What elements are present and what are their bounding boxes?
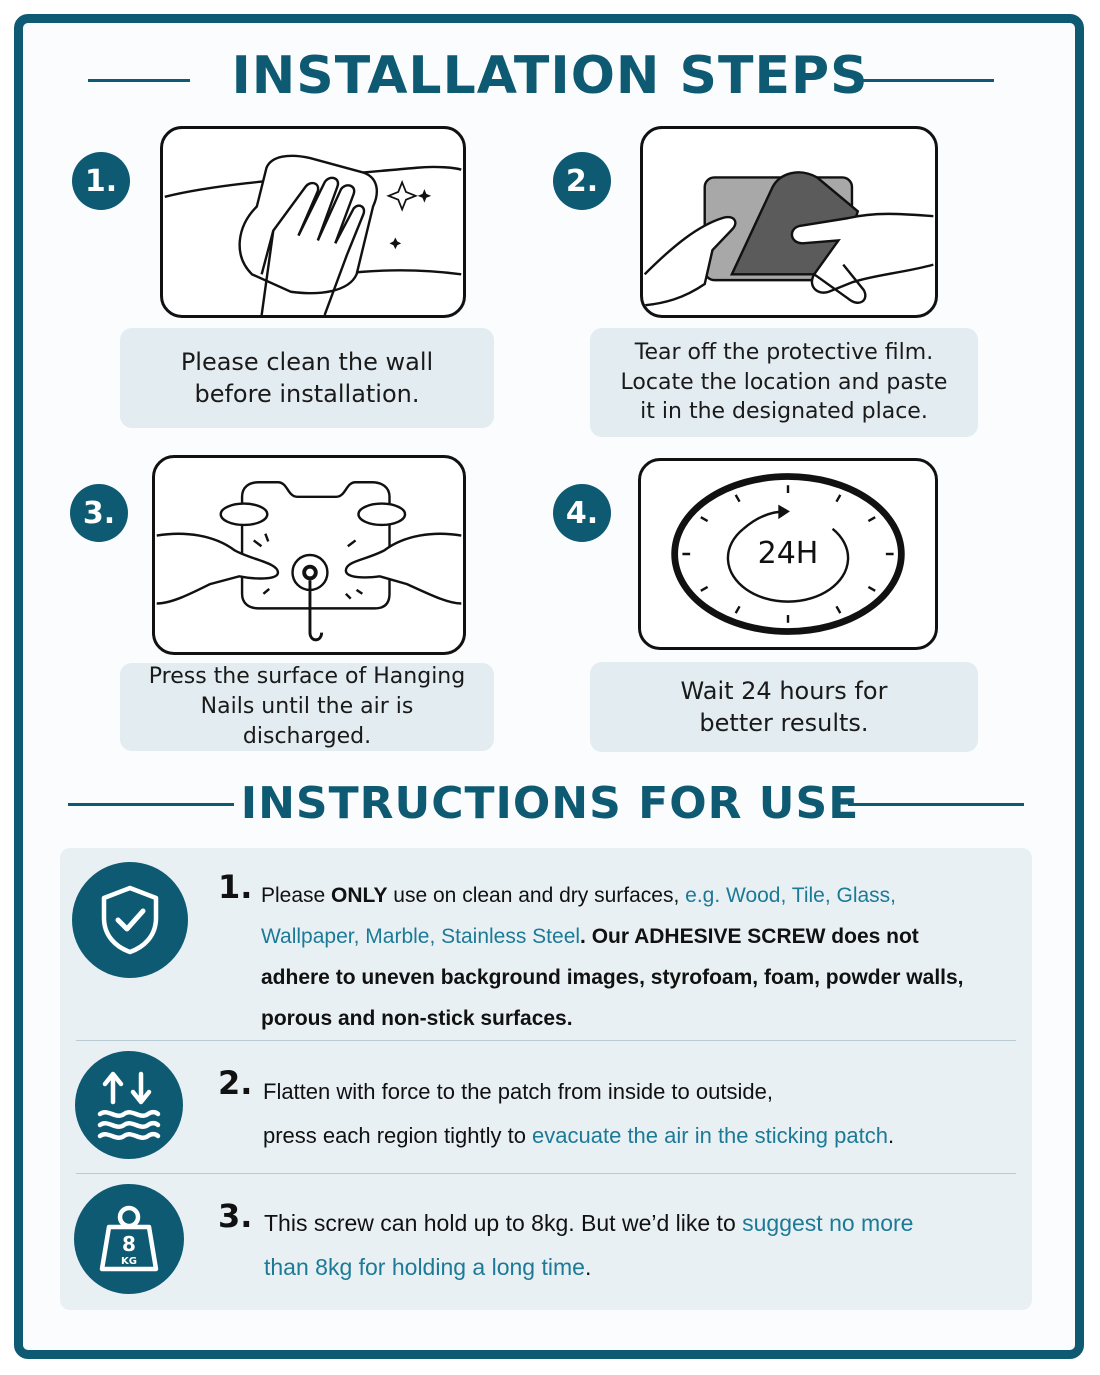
instruction-line xyxy=(263,1114,1023,1158)
instruction-text-1 xyxy=(261,875,1021,1039)
instruction-text-3 xyxy=(264,1201,1024,1289)
step-3-caption xyxy=(120,663,494,751)
caption-line: it in the designated place. xyxy=(640,399,928,425)
instruction-divider xyxy=(76,1040,1016,1041)
step-number-4: 4. xyxy=(553,484,611,542)
hand-wiping-wall-icon xyxy=(160,126,466,318)
clock-label: 24H xyxy=(757,536,819,571)
caption-line: better results. xyxy=(699,709,869,737)
instruction-segment: Please xyxy=(261,884,332,907)
caption-line: Wait 24 hours for xyxy=(680,676,888,705)
weight-8kg-icon xyxy=(74,1184,184,1294)
peel-film-icon xyxy=(640,126,938,318)
instruction-segment: suggest no more xyxy=(742,1210,914,1236)
instruction-segment: Wallpaper, Marble, Stainless Steel xyxy=(261,925,581,948)
instruction-line xyxy=(261,916,1021,957)
instruction-segment: . xyxy=(584,1254,592,1280)
instruction-line xyxy=(261,875,1021,916)
instruction-divider xyxy=(76,1173,1016,1174)
instruction-segment: . xyxy=(887,1123,895,1148)
instruction-line xyxy=(264,1245,1024,1289)
instructions-panel xyxy=(60,848,1032,1310)
installation-title: INSTALLATION STEPS xyxy=(231,46,869,106)
step-number-2: 2. xyxy=(553,152,611,210)
instruction-number-2: 2. xyxy=(218,1064,253,1102)
press-hook-icon xyxy=(152,455,466,655)
instruction-number-1: 1. xyxy=(218,868,253,906)
caption-line: Press the surface of Hanging xyxy=(148,664,466,690)
caption-line: Please clean the wall xyxy=(180,347,434,376)
instruction-segment: adhere to uneven background images, styrofoam, foam, powder walls, xyxy=(261,966,964,989)
instruction-segment: This screw can hold up to 8kg. But we’d like to xyxy=(264,1210,743,1236)
instruction-line xyxy=(261,998,1021,1039)
caption-line: before installation. xyxy=(194,380,420,408)
instruction-segment: ONLY xyxy=(331,884,388,907)
step-2-caption xyxy=(590,328,978,437)
caption-line: Locate the location and paste xyxy=(620,369,948,395)
step-1-caption xyxy=(120,328,494,428)
instruction-line xyxy=(263,1070,1023,1114)
instruction-line xyxy=(261,957,1021,998)
caption-line: Nails until the air is discharged. xyxy=(200,694,414,749)
instruction-segment: Flatten with force to the patch from inside to outside, xyxy=(263,1079,773,1104)
press-arrows-waves-icon xyxy=(75,1051,183,1159)
instruction-text-2 xyxy=(263,1070,1023,1158)
instruction-line xyxy=(264,1201,1024,1245)
step-4-caption xyxy=(590,662,978,752)
instruction-segment: e.g. Wood, Tile, Glass, xyxy=(685,884,897,907)
step-number-1: 1. xyxy=(72,152,130,210)
instruction-segment: . Our ADHESIVE SCREW does not xyxy=(580,925,919,948)
shield-check-icon xyxy=(72,862,188,978)
step-number-3: 3. xyxy=(70,484,128,542)
instructions-title: INSTRUCTIONS FOR USE xyxy=(240,778,860,829)
instruction-segment: porous and non-stick surfaces. xyxy=(261,1007,573,1030)
instruction-segment: use on clean and dry surfaces, xyxy=(387,884,686,907)
instruction-number-3: 3. xyxy=(218,1197,253,1235)
instruction-segment: press each region tightly to xyxy=(263,1123,533,1148)
weight-value: 8 xyxy=(122,1232,136,1256)
instruction-segment: than 8kg for holding a long time xyxy=(264,1254,585,1280)
weight-unit: KG xyxy=(121,1256,137,1267)
caption-line: Tear off the protective film. xyxy=(634,339,934,365)
instruction-segment: evacuate the air in the sticking patch xyxy=(532,1123,888,1148)
